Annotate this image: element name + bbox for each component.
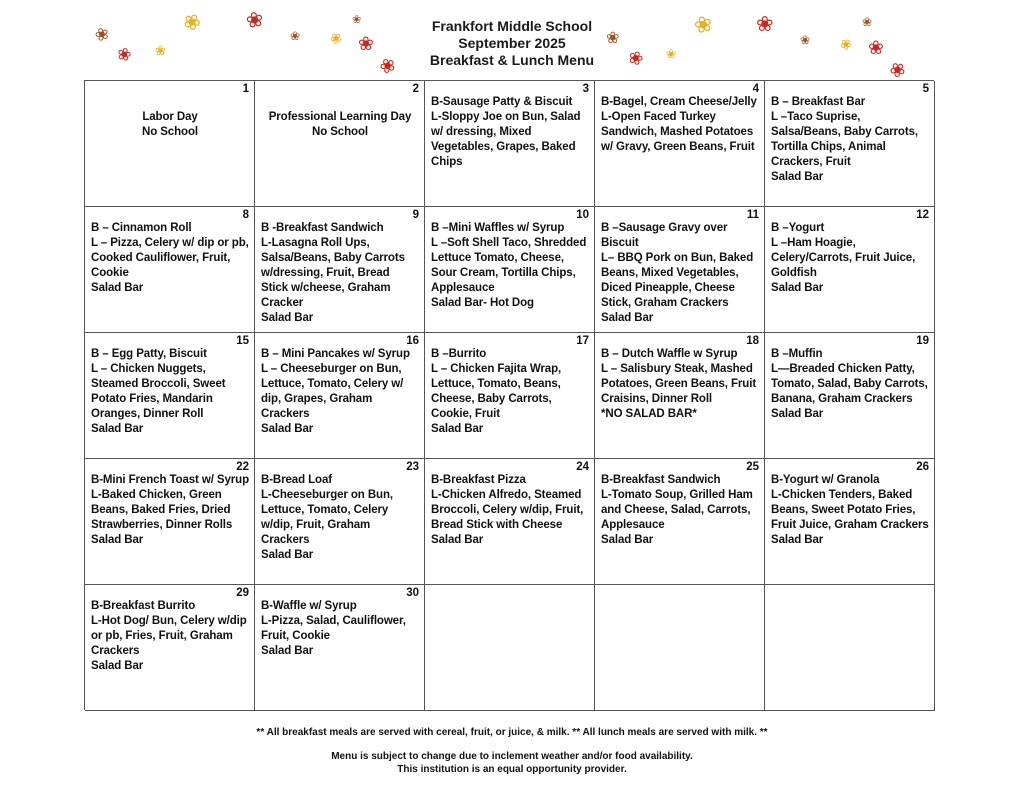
maple-leaf-icon: ❀ [376,53,400,80]
day-cell [85,585,255,711]
meal-note: ** All breakfast meals are served with cereal, fruit, or juice, & milk. ** All lunch meals are served with milk. ** [256,727,768,738]
equal-opportunity-statement: This institution is an equal opportunity provider. [397,764,627,775]
day-menu-text: B -Breakfast Sandwich L-Lasagna Roll Ups, Salsa/Beans, Baby Carrots w/dressing, Fruit, Bread Stick w/cheese, Graham Cracker Salad Bar [261,222,405,324]
day-menu-text: B-Bagel, Cream Cheese/Jelly L-Open Faced Turkey Sandwich, Mashed Potatoes w/ Gravy, Green Beans, Fruit [601,96,757,153]
day-menu-text: B – Egg Patty, Biscuit L – Chicken Nuggets, Steamed Broccoli, Sweet Potato Fries, Mandarin Oranges, Dinner Roll Salad Bar [91,348,226,435]
day-menu-text: Professional Learning Day No School [268,111,412,138]
day-cell [765,81,935,207]
day-number: 4 [752,83,759,95]
day-number: 16 [406,335,419,347]
day-menu-text: Labor Day No School [142,111,198,138]
maple-leaf-icon: ❀ [114,43,134,66]
day-cell [425,81,595,207]
day-number: 22 [236,461,249,473]
day-menu-text: B – Cinnamon Roll L – Pizza, Celery w/ dip or pb, Cooked Cauliflower, Fruit, Cookie Salad Bar [91,222,249,294]
day-cell [255,459,425,585]
day-menu-text: B – Mini Pancakes w/ Syrup L – Cheeseburger on Bun, Lettuce, Tomato, Celery w/ dip, Grapes, Graham Crackers Salad Bar [261,348,410,435]
school-name: Frankfort Middle School [431,18,593,34]
day-number: 10 [576,209,589,221]
day-number: 11 [746,209,759,221]
day-menu-text: B-Sausage Patty & Biscuit L-Sloppy Joe on Bun, Salad w/ dressing, Mixed Vegetables, Grapes, Baked Chips [431,96,581,168]
menu-header [0,13,1024,69]
day-cell [425,333,595,459]
day-cell [85,333,255,459]
day-number: 25 [746,461,759,473]
day-menu-text: B-Yogurt w/ Granola L-Chicken Tenders, Baked Beans, Sweet Potato Fries, Fruit Juice, Graham Crackers Salad Bar [771,474,929,546]
day-menu-text: B –Yogurt L –Ham Hoagie, Celery/Carrots, Fruit Juice, Goldfish Salad Bar [771,222,916,294]
day-number: 3 [582,83,589,95]
day-cell [425,585,595,711]
day-number: 15 [236,335,249,347]
day-number: 30 [406,587,419,599]
day-cell [595,333,765,459]
maple-leaf-icon: ❀ [290,29,301,43]
day-cell [595,585,765,711]
day-number: 24 [576,461,589,473]
maple-leaf-icon: ❀ [178,8,205,37]
day-menu-text: B –Sausage Gravy over Biscuit L– BBQ Pork on Bun, Baked Beans, Mixed Vegetables, Diced Pineapple, Cheese Stick, Graham Crackers Salad Bar [601,222,754,324]
maple-leaf-icon: ❀ [155,43,166,58]
day-cell [765,585,935,711]
day-menu-text: B –Burrito L – Chicken Fajita Wrap, Lettuce, Tomato, Beans, Cheese, Baby Carrots, Cookie, Fruit Salad Bar [431,348,562,435]
day-cell [595,459,765,585]
day-menu-text: B –Mini Waffles w/ Syrup L –Soft Shell Taco, Shredded Lettuce Tomato, Cheese, Sour Cream, Tortilla Chips, Applesauce Salad Bar- Hot Dog [431,222,587,309]
day-cell [255,81,425,207]
day-number: 26 [916,461,929,473]
day-menu-text: B-Waffle w/ Syrup L-Pizza, Salad, Cauliflower, Fruit, Cookie Salad Bar [261,600,406,657]
day-cell [765,459,935,585]
maple-leaf-icon: ❀ [837,34,856,54]
maple-leaf-icon: ❀ [326,28,346,49]
day-number: 9 [412,209,419,221]
day-cell [765,333,935,459]
maple-leaf-icon: ❀ [92,23,113,46]
day-menu-text: B-Bread Loaf L-Cheeseburger on Bun, Lettuce, Tomato, Celery w/dip, Fruit, Graham Crackers Salad Bar [261,474,393,561]
day-number: 23 [406,461,419,473]
day-number: 17 [576,335,589,347]
menu-month: September 2025 [458,35,566,51]
day-menu-text: B – Dutch Waffle w Syrup L – Salisbury Steak, Mashed Potatoes, Green Beans, Fruit Craisins, Dinner Roll *NO SALAD BAR* [601,348,757,420]
day-number: 29 [236,587,249,599]
maple-leaf-icon: ❀ [756,13,774,36]
day-menu-text: B-Breakfast Burrito L-Hot Dog/ Bun, Celery w/dip or pb, Fries, Fruit, Graham Crackers Salad Bar [91,600,247,672]
day-number: 12 [916,209,929,221]
menu-calendar-grid [84,80,934,710]
day-cell [425,207,595,333]
day-number: 5 [922,83,929,95]
day-cell [255,207,425,333]
day-number: 1 [242,83,249,95]
day-cell [85,81,255,207]
maple-leaf-icon: ❀ [868,38,884,59]
maple-leaf-icon: ❀ [606,30,620,47]
day-menu-text: B –Muffin L—Breaded Chicken Patty, Tomato, Salad, Baby Carrots, Banana, Graham Crackers Salad Bar [771,348,928,420]
maple-leaf-icon: ❀ [358,34,374,55]
maple-leaf-icon: ❀ [352,14,362,26]
day-number: 2 [412,83,419,95]
day-cell [255,585,425,711]
day-cell [425,459,595,585]
day-cell [85,207,255,333]
day-cell [595,207,765,333]
day-menu-text: B – Breakfast Bar L –Taco Suprise, Salsa/Beans, Baby Carrots, Tortilla Chips, Animal Crackers, Fruit Salad Bar [771,96,918,183]
day-menu-text: B-Mini French Toast w/ Syrup L-Baked Chicken, Green Beans, Baked Fries, Dried Strawberries, Dinner Rolls Salad Bar [91,474,249,546]
day-number: 8 [242,209,249,221]
maple-leaf-icon: ❀ [244,7,266,34]
day-cell [85,459,255,585]
menu-disclaimer: Menu is subject to change due to inclement weather and/or food availability. [331,751,693,762]
day-menu-text: B-Breakfast Sandwich L-Tomato Soup, Grilled Ham and Cheese, Salad, Carrots, Applesauce Salad Bar [601,474,753,546]
maple-leaf-icon: ❀ [625,46,647,71]
maple-leaf-icon: ❀ [666,47,677,61]
maple-leaf-icon: ❀ [885,57,911,84]
maple-leaf-icon: ❀ [691,10,716,39]
day-number: 19 [916,335,929,347]
day-menu-text: B-Breakfast Pizza L-Chicken Alfredo, Steamed Broccoli, Celery w/dip, Fruit, Bread Stick with Cheese Salad Bar [431,474,584,546]
maple-leaf-icon: ❀ [800,33,811,47]
day-cell [595,81,765,207]
day-cell [255,333,425,459]
maple-leaf-icon: ❀ [862,15,873,29]
menu-subtitle: Breakfast & Lunch Menu [429,52,595,68]
day-cell [765,207,935,333]
day-number: 18 [746,335,759,347]
